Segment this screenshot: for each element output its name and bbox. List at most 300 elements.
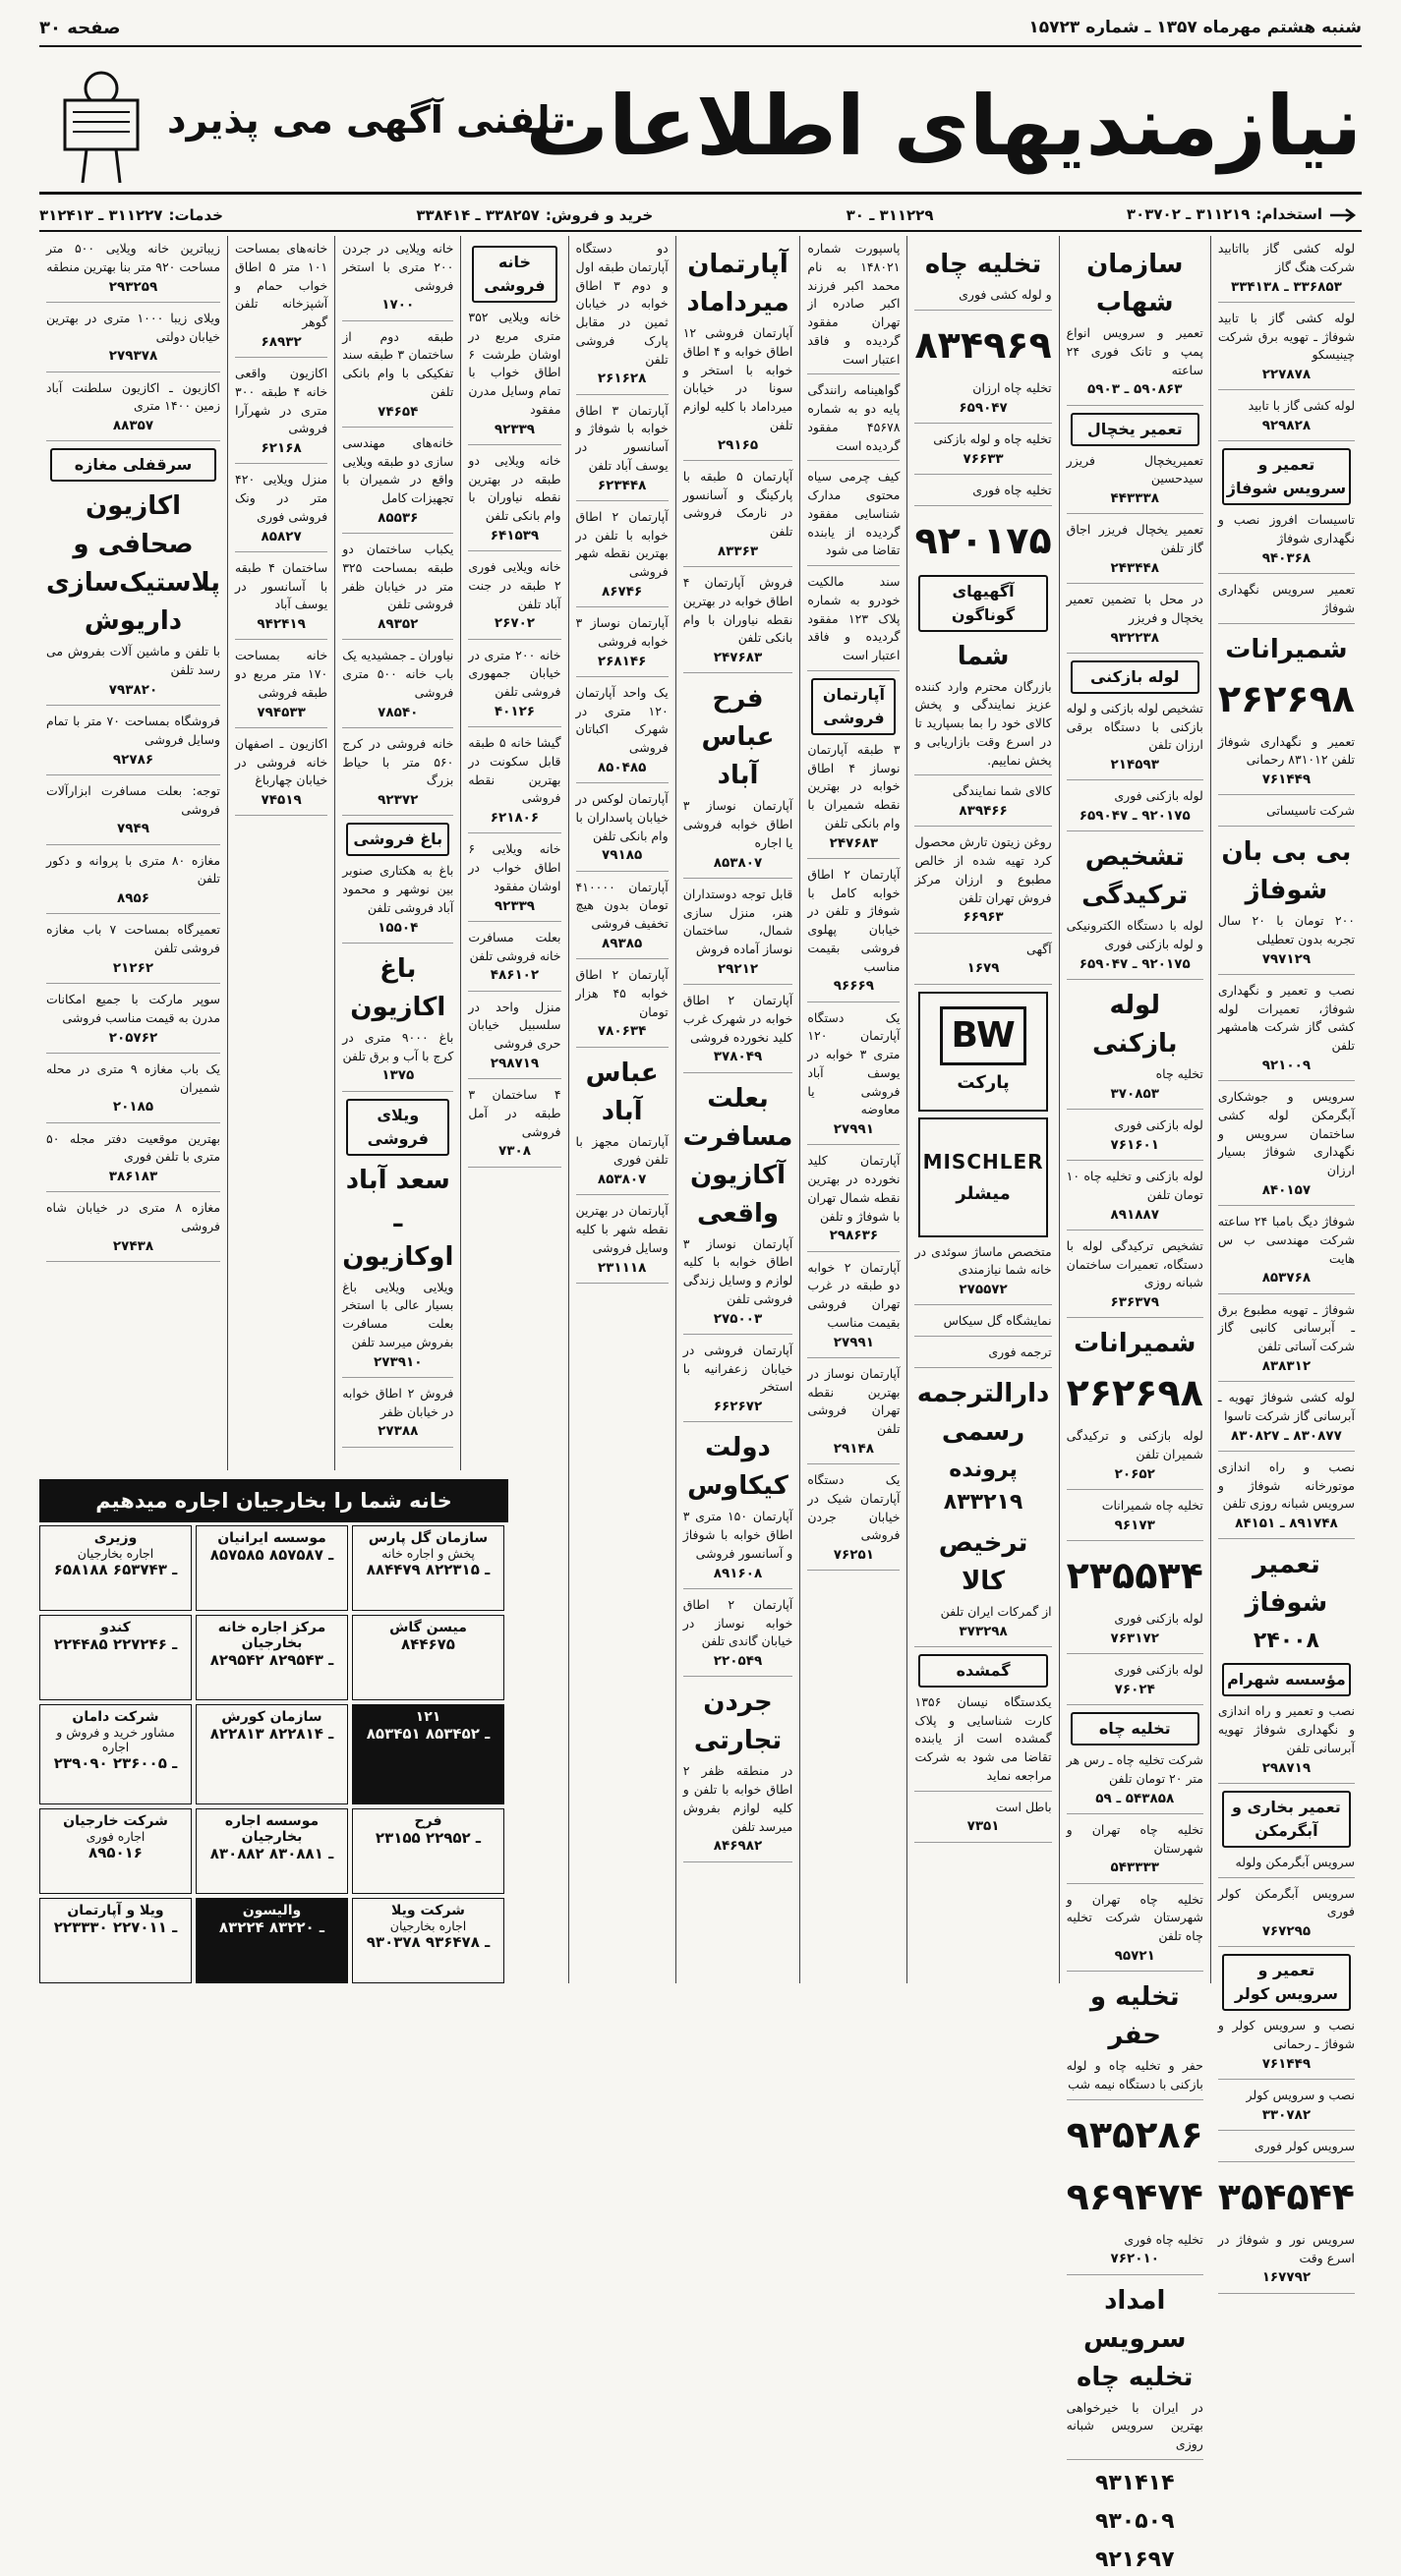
ad-text: آپارتمان ۲ اطاق خوابه با تلفن در بهترین نقطه شهر فروشی xyxy=(575,508,669,579)
ad-big-heading: سازمان شهاب xyxy=(1086,250,1184,317)
ad-text: آپارتمان مجهز با تلفن فوری xyxy=(575,1133,669,1168)
ad-list xyxy=(1218,733,1355,828)
ad-phone: ۴۴۳۳۳۸ xyxy=(1110,490,1159,506)
classified-ad xyxy=(807,1259,900,1358)
ad-text: از گمرکات ایران تلفن xyxy=(940,1603,1052,1619)
ad-phone: ۷۶۱۶۰۱ xyxy=(1110,1136,1159,1153)
ad-text: لوله بازکنی و تخلیه چاه ۱۰ تومان تلفن xyxy=(1066,1169,1203,1202)
ad-text: آپارتمان نوساز ۳ خوابه فروشی xyxy=(575,615,669,649)
ad-list xyxy=(1067,1065,1203,1318)
ad-list xyxy=(46,643,220,1262)
ad-phone: ۸۴۰۱۵۷ xyxy=(1261,1181,1312,1198)
agency-name: ویلا و آپارتمان xyxy=(67,1902,164,1918)
ad-big-number: ۲۳۵۵۳۴ xyxy=(1066,1554,1203,1597)
issue-line: شنبه هشتم مهرماه ۱۳۵۷ ـ شماره ۱۵۷۲۳ xyxy=(1028,18,1362,37)
classified-ad xyxy=(46,713,220,775)
ad-big-heading: شمیرانات xyxy=(1225,634,1348,664)
agency-phone: ۸۳۲۲۴ ـ ۸۳۲۲۰ xyxy=(218,1918,325,1936)
ad-phone: ۷۳۰۸ xyxy=(497,1143,531,1160)
classified-ad xyxy=(468,309,560,445)
classified-ad xyxy=(807,573,900,671)
ad-text: خانه‌های مهندسی سازی دو طبقه ویلایی واقع در شمیران با تجهیزات کامل xyxy=(342,434,454,505)
classified-ad xyxy=(914,1344,1051,1368)
classified-ad xyxy=(1067,2231,1203,2275)
ad-text: منزل ویلایی ۴۲۰ متر در ونک فروشی فوری xyxy=(235,472,328,524)
ad-text: آپارتمان فروشی در خیابان زعفرانیه با استخر xyxy=(682,1342,793,1395)
masthead xyxy=(39,59,1362,195)
ad-phone: ۸۹۱۸۸۷ xyxy=(1110,1206,1159,1223)
ad-big-heading: فرح عباس آباد xyxy=(701,684,775,791)
ad-text: لوله کشی گاز با تابید xyxy=(1248,398,1355,414)
ad-text: لوله بازکنی فوری xyxy=(1114,788,1203,804)
column-2 xyxy=(1059,236,1210,2572)
agency-name: شرکت ویلا xyxy=(391,1902,465,1918)
ad-phone: ۷۶۱۴۴۹ xyxy=(1261,772,1312,787)
ad-phone: ۲۹۳۲۵۹ xyxy=(108,278,158,295)
ad-phone: ۸۹۱۷۴۸ ـ ۸۴۱۵۱ xyxy=(1235,1516,1338,1531)
classified-ad xyxy=(683,324,793,461)
newspaper-reader-icon xyxy=(47,65,155,188)
ad-text: فروش آپارتمان ۴ اطاق خوابه در بهترین نقطه نیاوران با وام بانکی تلفن xyxy=(682,575,793,646)
ad-text: آپارتمان ۳ اطاق خوابه با شوفاژ و آسانسور در یوسف آباد تلفن xyxy=(575,402,669,473)
classified-ad xyxy=(235,647,327,728)
ad-text: آپارتمان ۲ اطاق خوابه نوساز در خیابان گاندی تلفن xyxy=(682,1596,793,1649)
ad-text: ۳ طبقه آپارتمان نوساز ۴ اطاق خوابه در بهترین نقطه شمیران با وام بانکی تلفن xyxy=(807,741,901,830)
ad-big-heading: تشخیص ترکیدگی xyxy=(1081,842,1189,911)
ad-text: تخلیه چاه تهران و شهرستان xyxy=(1066,1821,1203,1856)
ad-mid-number: پرونده ۸۳۳۲۱۹ xyxy=(943,1457,1023,1515)
ad-phone: ۸۹۳۸۵ xyxy=(602,935,643,951)
employment-numbers: ۳۱۱۲۱۹ ـ ۳۰۳۷۰۲ xyxy=(1126,205,1251,223)
classified-ad xyxy=(46,782,220,845)
classified-ad xyxy=(914,430,1051,475)
ad-list xyxy=(342,1279,453,1448)
ad-text: سوپر مارکت با جمیع امکانات مدرن به قیمت مناسب فروشی xyxy=(45,992,221,1025)
ad-phone: ۲۹۲۱۲ xyxy=(717,960,759,977)
ad-text: لوله بازکنی فوری xyxy=(1114,1662,1203,1677)
ad-list xyxy=(914,678,1051,985)
agency-ad xyxy=(39,1704,192,1803)
ad-big-heading: عباس آباد xyxy=(585,1058,659,1126)
ad-text: کیف چرمی سیاه محتوی مدارک شناسایی مفقود گردیده از یابنده تقاضا می شود xyxy=(807,469,901,558)
ad-text: ۴ ساختمان ۳ طبقه در آمل فروشی xyxy=(468,1087,561,1139)
ad-text: و لوله کشی فوری xyxy=(959,287,1052,302)
ad-list xyxy=(468,309,560,1168)
ad-text: تعمیریخچال فریزر سیدحسین xyxy=(1066,452,1203,487)
classified-ad xyxy=(914,833,1051,933)
classified-ad xyxy=(235,365,327,464)
middle-phones xyxy=(846,206,934,224)
ad-phone: ۱۶۷۷۹۲ xyxy=(1261,2269,1312,2286)
agency-phone: ۶۵۸۱۸۸ ـ ۶۵۳۷۴۳ xyxy=(53,1561,178,1578)
classified-ad xyxy=(576,684,669,783)
classified-ad xyxy=(1218,240,1355,303)
agency-ad xyxy=(352,1525,504,1611)
classified-ad xyxy=(914,482,1051,506)
classified-ad xyxy=(914,1243,1051,1306)
agency-ad xyxy=(352,1615,504,1700)
ad-text: تخلیه چاه و لوله بازکنی xyxy=(933,430,1052,446)
ad-list xyxy=(683,797,793,1072)
agency-ad xyxy=(39,1808,192,1894)
ad-text: یک واحد آپارتمان ۱۲۰ متری در شهرک اکباتان فروشی xyxy=(575,684,669,755)
classified-ad xyxy=(807,381,900,461)
ad-phone: ۶۶۲۶۷۲ xyxy=(713,1399,763,1414)
ad-text: نصب و تعمیر و نگهداری شوفاژ، تعمیرات لوله کشی گاز شرکت هامشهر تلفن xyxy=(1217,982,1355,1053)
section-heading: خانه فروشی xyxy=(472,246,556,303)
ad-big-heading: جردن تجارتی xyxy=(693,1688,783,1756)
ad-mid-number: ۹۳۱۴۱۴ xyxy=(1094,2470,1175,2495)
ad-phone: ۷۶۳۱۷۲ xyxy=(1110,1630,1159,1646)
ad-phone: ۹۲۹۸۲۸ xyxy=(1261,418,1312,433)
ad-text: لوله بازکنی و ترکیدگی شمیران تلفن xyxy=(1066,1428,1203,1461)
ad-list xyxy=(807,240,900,671)
agency-phone: ۸۲۹۵۴۲ ـ ۸۲۹۵۴۳ xyxy=(209,1651,334,1670)
ad-text: منزل واحد در سلسبیل خیابان حری فروشی xyxy=(468,999,561,1051)
ad-list xyxy=(342,862,453,944)
classified-ad xyxy=(1218,581,1355,624)
classified-ad xyxy=(235,735,327,817)
ad-text: یکدستگاه نیسان ۱۳۵۶ کارت شناسایی و پلاک گمشده است از یابنده تقاضا می شود به شرکت مراجعه نماید xyxy=(914,1693,1052,1783)
ad-text: تعمیر یخچال فریزر اجاق گاز تلفن xyxy=(1066,522,1203,555)
ad-text: تخلیه چاه تهران و شهرستان شرکت تخلیه چاه تلفن xyxy=(1066,1891,1203,1943)
classified-ad xyxy=(1218,802,1355,827)
classified-ad xyxy=(1067,1497,1203,1541)
ad-phone: ۹۲۳۷۲ xyxy=(378,792,419,808)
ad-text: باطل است xyxy=(995,1799,1052,1814)
ad-mid-number: ۲۴۰۰۸ xyxy=(1253,1629,1319,1654)
ad-phone: ۷۹۴۵۳۳ xyxy=(257,704,306,720)
ad-list xyxy=(342,1029,453,1092)
ad-list xyxy=(1067,452,1203,654)
ad-list xyxy=(683,324,793,673)
classified-ad xyxy=(914,1603,1051,1647)
ad-text: بهترین موقعیت دفتر مجله ۵۰ متری با تلفن فوری xyxy=(45,1130,221,1165)
ad-text: فروشگاه بمساحت ۷۰ متر با تمام وسایل فروشی xyxy=(45,714,221,747)
agency-name: سازمان کورش xyxy=(221,1709,322,1726)
agency-name: شرکت خارجیان xyxy=(63,1812,168,1829)
section-heading: آپارتمان فروشی xyxy=(811,678,896,735)
classified-ad xyxy=(576,1133,669,1196)
ad-text: آپارتمان نوساز ۳ اطاق خوابه فروشی یا اجاره xyxy=(682,798,793,850)
ad-phone: ۸۵۸۲۷ xyxy=(261,528,302,544)
classified-ad xyxy=(1067,591,1203,654)
ad-text: نصب و تعمیر و راه اندازی و نگهداری شوفاژ تهویه آبرسانی تلفن xyxy=(1217,1703,1355,1755)
ad-phone: ۷۹۳۸۲۰ xyxy=(108,681,158,698)
trade-label: خرید و فروش: xyxy=(545,206,654,224)
column-1 xyxy=(1210,236,1362,2286)
classified-ad xyxy=(683,1235,793,1335)
classified-ad xyxy=(46,921,220,984)
ad-phone: ۳۷۳۲۹۸ xyxy=(959,1623,1008,1639)
agency-phone: ۲۳۱۵۵ ـ ۲۲۹۵۲ xyxy=(375,1828,482,1847)
ad-text: شرکت تاسیساتی xyxy=(1266,803,1355,819)
agency-ad xyxy=(39,1898,192,1983)
classified-ad xyxy=(1067,452,1203,515)
agency-name: ۱۲۱ xyxy=(415,1709,441,1726)
ad-text: لوله بازکنی فوری xyxy=(1114,1117,1203,1132)
ad-list xyxy=(235,240,327,816)
ad-phone: ۸۵۳۷۶۸ xyxy=(1261,1270,1312,1287)
ad-text: سرویس نور و شوفاژ در اسرع وقت xyxy=(1217,2231,1355,2265)
classified-ad xyxy=(1218,1854,1355,1878)
ad-big-heading: امداد سرویس تخلیه چاه xyxy=(1077,2285,1194,2392)
ad-text: پاسپورت شماره ۱۴۸۰۲۱ به نام محمد اکبر فرزند اکبر صادره از تهران مفقود گردیده و فاقد اعتبار است xyxy=(807,241,901,367)
ad-text: اکازیون ـ اکازیون سلطنت آباد زمین ۱۴۰۰ متری xyxy=(45,379,221,414)
agency-ad xyxy=(196,1898,348,1983)
agency-ad xyxy=(39,1615,192,1700)
ad-list xyxy=(1067,1610,1203,1705)
ad-text: سرویس آبگرمکن ولوله xyxy=(1235,1854,1355,1869)
ad-phone: ۲۱۴۵۹۳ xyxy=(1110,757,1159,773)
classified-ad xyxy=(468,840,560,922)
ad-phone: ۸۵۳۸۰۷ xyxy=(597,1172,647,1187)
classified-ad xyxy=(914,782,1051,827)
ad-phone: ۹۲۰۱۷۵ ـ ۶۵۹۰۴۷ xyxy=(1079,955,1191,972)
agency-name: موسسه اجاره بخارجیان xyxy=(224,1812,320,1845)
pointing-hand-icon xyxy=(1328,205,1362,225)
ad-text: شرکت تخلیه چاه ـ رس هر متر ۲۰ تومان تلفن xyxy=(1066,1752,1203,1786)
ad-phone: ۷۴۶۵۴ xyxy=(378,403,419,420)
ad-list xyxy=(1218,1854,1355,1948)
ad-text: آگهی xyxy=(1026,941,1052,956)
agency-name: کندو xyxy=(100,1620,131,1636)
ad-list xyxy=(1218,2231,1355,2294)
ad-big-heading: ترخیص کالا xyxy=(938,1527,1028,1596)
classified-ad xyxy=(468,452,560,551)
ad-big-number: ۹۶۹۴۷۴ xyxy=(1066,2174,1203,2218)
ad-big-number: ۸۳۴۹۶۹ xyxy=(914,322,1052,367)
classified-ad xyxy=(1218,1389,1355,1452)
ad-big-heading: بعلت مسافرت آکازیون واقعی xyxy=(682,1083,793,1229)
ad-text: خانه فروشی در کرج ۵۶۰ متر با حیاط بزرگ xyxy=(342,735,454,788)
ad-phone: ۷۶۲۵۱ xyxy=(833,1547,874,1563)
agency-ad xyxy=(196,1704,348,1803)
ad-phone: ۱۶۷۹ xyxy=(966,960,1000,977)
classified-ad xyxy=(46,379,220,442)
ad-text: دو دستگاه آپارتمان طبقه اول و دوم ۳ اطاق خوابه در خیابان ثمین در مقابل پارک فروشی تلفن xyxy=(575,241,669,367)
ad-text: تشخیص لوله بازکنی و لوله بازکنی با دستگاه برقی ارزان تلفن xyxy=(1066,700,1203,753)
ad-phone: ۲۶۱۶۲۸ xyxy=(597,371,647,387)
classified-ad xyxy=(807,866,900,1002)
ad-phone: ۷۳۵۱ xyxy=(966,1818,1000,1835)
ad-phone: ۲۹۸۶۳۶ xyxy=(829,1228,879,1244)
ad-phone: ۵۹۰۸۶۳ ـ ۵۹۰۳ xyxy=(1087,381,1183,398)
classified-ad xyxy=(342,647,453,728)
classified-ad xyxy=(235,559,327,641)
agency-note: پخش و اجاره خانه xyxy=(381,1546,475,1561)
ad-big-heading: لوله بازکنی xyxy=(1091,991,1178,1059)
ad-text: آپارتمان فروشی ۱۲ اطاق خوابه و ۴ اطاق خوابه با استخر و سونا در خیابان میرداماد با کلیه لوازم تلفن xyxy=(682,325,793,432)
ad-list xyxy=(807,741,900,1572)
agency-banner: خانه شما را بخارجیان اجاره میدهیم xyxy=(39,1479,508,1522)
classified-ad xyxy=(1067,1427,1203,1490)
ad-text: سرویس کولر فوری xyxy=(1254,2139,1355,2153)
column-4 xyxy=(799,236,906,1983)
agency-name: سازمان گل پارس xyxy=(368,1530,489,1546)
agency-ad xyxy=(352,1704,504,1803)
ad-text: آپارتمان نوساز ۳ اطاق خوابه با کلیه لوازم و وسایل زندگی فروشی تلفن xyxy=(682,1235,793,1306)
ad-text: لوله با دستگاه الکترونیکی و لوله بازکنی فوری xyxy=(1066,918,1203,951)
classified-ad xyxy=(342,1279,453,1378)
ad-phone: ۶۶۹۶۳ xyxy=(963,909,1004,926)
classified-ad xyxy=(235,471,327,552)
ad-phone: ۸۴۶۹۸۲ xyxy=(713,1838,763,1855)
classified-ad xyxy=(576,790,669,872)
ad-text: آپارتمان ۱۵۰ متری ۳ اطاق خوابه با شوفاژ و آسانسور فروشی xyxy=(682,1509,793,1561)
ad-phone: ۹۲۱۰۰۹ xyxy=(1261,1057,1312,1073)
page-subtitle: تلفنی آگهی می پذیرد xyxy=(167,98,566,142)
classified-ad xyxy=(235,240,327,358)
classified-ad xyxy=(1218,982,1355,1081)
services-numbers: ۳۱۱۲۲۷ ـ ۳۱۲۴۱۳ xyxy=(39,206,163,224)
ad-text: لوله کشی گاز بااتابید شرکت هنگ گاز xyxy=(1217,241,1355,274)
ad-text: تعمیرگاه بمساحت ۷ باب مغازه فروشی تلفن xyxy=(45,922,221,955)
ad-phone: ۲۷۴۳۸ xyxy=(112,1237,154,1254)
ad-phone: ۲۹۱۶۵ xyxy=(717,436,759,453)
classified-ad xyxy=(1067,1116,1203,1161)
agency-grid xyxy=(39,1525,504,1983)
agency-phone: ۸۸۴۴۷۹ ـ ۸۲۲۳۱۵ xyxy=(366,1561,491,1578)
classified-ad xyxy=(46,1060,220,1123)
ad-text: نمایشگاه گل سیکاس xyxy=(943,1313,1052,1329)
classified-ad xyxy=(914,379,1051,424)
ad-text: متخصص ماساژ سوئدی در خانه شما نیازمندی xyxy=(914,1243,1052,1278)
classified-ad xyxy=(342,1029,453,1092)
ad-phone: ۲۹۸۷۱۹ xyxy=(490,1055,540,1071)
agency-name: والیسون xyxy=(242,1902,302,1918)
section-heading: گمشده xyxy=(918,1654,1047,1688)
ad-text: آپارتمان ۲ اطاق خوابه کامل با شوفاژ و تلفن در خیابان پهلوی فروشی بقیمت مناسب xyxy=(807,866,901,974)
ad-text: شوفاژ دیگ بامبا ۲۴ ساعته شرکت مهندسی ب س هایت xyxy=(1217,1214,1355,1266)
ad-text: سرویس آبگرمکن کولر فوری xyxy=(1217,1885,1355,1919)
ad-phone: ۷۶۲۰۱۰ xyxy=(1110,2251,1159,2267)
services-label: خدمات: xyxy=(168,206,223,224)
ad-text: ترجمه فوری xyxy=(988,1345,1052,1359)
ad-phone: ۸۹۱۶۰۸ xyxy=(713,1565,763,1581)
classified-ad xyxy=(468,647,560,728)
ad-mid-number: ۹۲۱۶۹۷ xyxy=(1094,2547,1175,2572)
section-heading: تعمیر و سرویس کولر xyxy=(1222,1954,1351,2011)
ad-text: آپارتمان ۲ اطاق خوابه ۴۵ هزار تومان xyxy=(575,967,669,1019)
agency-name: موسسه ایرانیان xyxy=(217,1530,326,1546)
ad-phone: ۳۷۰۸۵۳ xyxy=(1110,1085,1159,1102)
classified-ad xyxy=(576,1202,669,1284)
classified-ad xyxy=(342,328,453,428)
ad-list xyxy=(683,1508,793,1677)
ad-phone: ۲۴۷۶۸۳ xyxy=(829,834,879,851)
ad-text: خانه‌های بمساحت ۱۰۱ متر ۵ اطاق خواب حمام و آشپزخانه تلفن گوهر xyxy=(235,241,328,329)
agency-name: فرح xyxy=(414,1812,442,1829)
ad-text: ۲۰۰ تومان با ۲۰ سال تجربه بدون تعطیلی xyxy=(1217,913,1356,946)
classified-ad xyxy=(576,966,669,1048)
classified-ad xyxy=(1218,2231,1355,2294)
classified-ad xyxy=(807,1152,900,1251)
ad-big-heading: اکازیون صحافی و پلاستیک‌سازی داریوش xyxy=(45,491,221,637)
ad-phone: ۶۳۶۳۷۹ xyxy=(1110,1294,1159,1310)
ad-text: تعمیر و سرویس انواع پمپ و تانک فوری ۲۴ ساعته xyxy=(1066,325,1203,377)
ad-phone: ۷۹۴۹ xyxy=(117,821,149,837)
classified-ad xyxy=(1067,787,1203,831)
classified-ad xyxy=(914,941,1051,985)
ad-list xyxy=(1067,1427,1203,1541)
ad-text: باغ ۹۰۰۰ متری در کرج با آب و برق تلفن xyxy=(342,1029,454,1063)
ad-big-heading: تخلیه چاه xyxy=(924,250,1042,279)
ad-phone: ۹۳۲۲۳۸ xyxy=(1110,629,1159,646)
classified-ad xyxy=(1218,511,1355,574)
ad-text: در ایران با خیرخواهی بهترین سرویس شبانه روزی xyxy=(1066,2399,1203,2451)
section-heading: تعمیر و سرویس شوفاژ xyxy=(1222,448,1351,505)
ad-text: نصب و راه اندازی موتورخانه شوفاژ و سرویس شبانه روزی تلفن xyxy=(1217,1459,1355,1512)
agency-phone: ۹۳۰۳۷۸ ـ ۹۳۶۴۷۸ xyxy=(366,1932,491,1951)
ad-phone: ۹۲۳۳۹ xyxy=(494,421,536,437)
ad-big-heading: تخلیه و حفر xyxy=(1089,1982,1180,2050)
ad-phone: ۳۳۰۷۸۲ xyxy=(1261,2106,1312,2123)
ad-phone: ۹۴۰۳۶۸ xyxy=(1261,549,1312,566)
ad-phone: ۸۳۹۴۶۶ xyxy=(959,803,1008,819)
ad-phone: ۵۴۳۸۵۸ ـ ۵۹ xyxy=(1095,1790,1175,1806)
classified-ad xyxy=(1218,912,1355,975)
ad-text: یک دستگاه آپارتمان ۱۲۰ متری ۳ خوابه در یوسف آباد فروشی یا معاوضه xyxy=(807,1009,901,1117)
ad-list xyxy=(1067,1751,1203,1972)
agency-name: مرکز اجاره خانه بخارجیان xyxy=(217,1620,326,1652)
ad-big-heading: دولت کیکاوس xyxy=(687,1433,788,1502)
classified-ad xyxy=(576,879,669,960)
ad-phone: ۲۶۸۱۴۶ xyxy=(597,653,647,669)
ad-phone: ۸۳۰۸۷۷ ـ ۸۳۰۸۲۷ xyxy=(1230,1427,1342,1444)
ad-list xyxy=(914,1603,1051,1647)
ad-text: آپارتمان ۵ طبقه با پارکینگ و آسانسور در نارمک فروشی تلفن xyxy=(682,468,793,539)
ad-phone: ۲۷۹۹۱ xyxy=(833,1334,874,1350)
ad-text: تعمیر و نگهداری شوفاژ تلفن ۸۳۱۰۱۲ رحمانی xyxy=(1217,733,1355,768)
ad-text: آپارتمان نوساز در بهترین نقطه تهران فروشی تلفن xyxy=(807,1365,901,1436)
classified-ad xyxy=(46,643,220,706)
classified-ad xyxy=(1218,2087,1355,2131)
column-5 xyxy=(675,236,800,1983)
agency-note: مشاور خرید و فروش و اجاره xyxy=(56,1725,175,1755)
section-heading: تعمیر بخاری و آبگرمکن xyxy=(1222,1791,1351,1848)
ad-text: خانه ۲۰۰ متری در خیابان جمهوری فروشی تلفن xyxy=(468,647,561,699)
agency-phone: ۲۳۹۰۹۰ ـ ۲۳۶۰۰۵ xyxy=(53,1754,178,1773)
ad-phone: ۷۹۱۸۵ xyxy=(602,847,643,864)
classified-ad xyxy=(1067,1751,1203,1814)
ad-big-heading: بی بی بان شوفاژ xyxy=(1221,837,1352,905)
ad-phone: ۸۵۵۳۶ xyxy=(378,509,419,526)
classified-ad xyxy=(576,614,669,677)
classified-ad xyxy=(1218,1885,1355,1948)
ad-phone: ۲۷۵۰۰۳ xyxy=(713,1310,763,1327)
ad-text: اکازیون واقعی خانه ۴ طبقه ۳۰۰ متری در شهرآرا فروشی xyxy=(235,366,328,436)
ad-text: تخلیه چاه ارزان xyxy=(972,379,1052,395)
ad-phone: ۳۸۶۱۸۳ xyxy=(108,1169,158,1184)
agency-phone: ۲۲۴۴۸۵ ـ ۲۲۷۲۴۶ xyxy=(53,1635,178,1654)
ad-text: یکباب ساختمان دو طبقه بمساحت ۳۲۵ متر در خیابان ظفر فروشی تلفن xyxy=(342,542,454,612)
ad-text: تخلیه چاه شمیرانات xyxy=(1101,1498,1203,1513)
classified-ad xyxy=(46,1199,220,1262)
ad-phone: ۸۵۳۸۰۷ xyxy=(713,854,763,871)
classified-ad xyxy=(576,402,669,501)
ad-list xyxy=(1067,2231,1203,2275)
mischler-logo-latin: MISCHLER xyxy=(922,1150,1044,1174)
ad-text: گواهینامه رانندگی پایه دو به شماره ۴۵۶۷۸ مفقود گردیده است xyxy=(807,382,901,453)
ad-phone: ۸۹۳۵۲ xyxy=(378,616,419,632)
ad-big-number: ۲۶۲۶۹۸ xyxy=(1066,1371,1203,1415)
classified-ad xyxy=(1218,1702,1355,1784)
classified-ad xyxy=(342,240,453,321)
ad-list xyxy=(1067,700,1203,832)
classified-ad xyxy=(1067,917,1203,980)
classified-ad xyxy=(1067,1821,1203,1884)
